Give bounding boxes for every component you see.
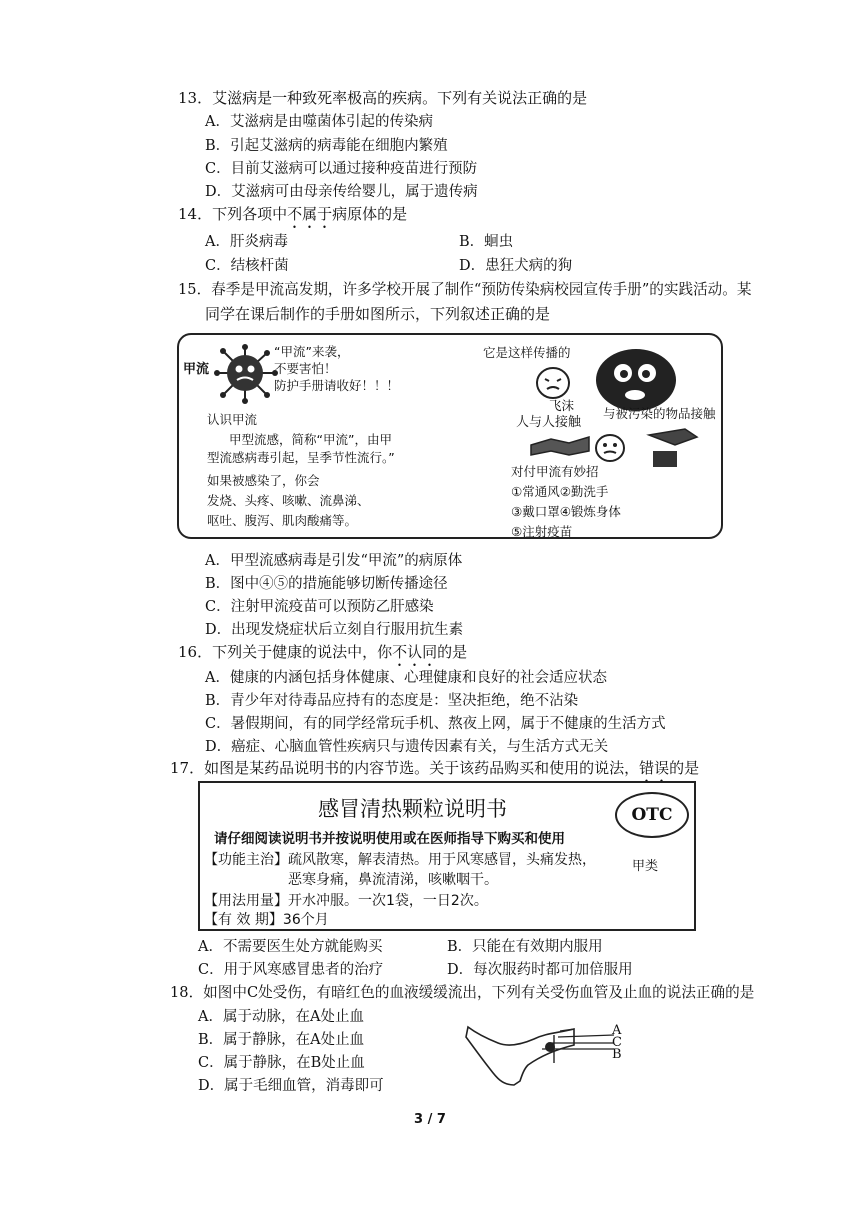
question-18-option-b: B．属于静脉，在A处止血 — [198, 1032, 365, 1048]
question-15-stem-line2: 同学在课后制作的手册如图所示，下列叙述正确的是 — [205, 305, 551, 323]
leg-wound-diagram — [462, 1015, 632, 1090]
slogan-line-2: 不要害怕！ — [274, 361, 337, 376]
sneeze-face-icon — [534, 365, 572, 401]
tips-line-1: ①常通风②勤洗手 — [511, 484, 609, 499]
question-14-option-c: C．结核杆菌 — [205, 258, 289, 274]
question-14-option-b: B．蛔虫 — [459, 234, 514, 250]
question-14-option-d: D．患狂犬病的狗 — [459, 258, 573, 274]
leaflet-function — [204, 849, 596, 869]
slogan-line-1: “甲流”来袭， — [274, 344, 350, 359]
worried-face-icon — [593, 347, 679, 413]
question-15-option-b: B．图中④⑤的措施能够切断传播途径 — [205, 576, 448, 592]
question-18-option-a: A．属于动脉，在A处止血 — [198, 1009, 364, 1025]
function-label: 【功能主治】 — [204, 852, 288, 868]
question-17-stem-prefix: 17．如图是某药品说明书的内容节选。关于该药品购买和使用的说法， — [170, 759, 640, 777]
question-18-option-d: D．属于毛细血管，消毒即可 — [198, 1078, 384, 1094]
medicine-leaflet-figure — [198, 781, 696, 931]
question-15-option-c: C．注射甲流疫苗可以预防乙肝感染 — [205, 599, 434, 615]
leaflet-warning: 请仔细阅读说明书并按说明使用或在医师指导下购买和使用 — [214, 831, 565, 847]
question-16-option-d: D．癌症、心脑血管性疾病只与遗传因素有关，与生活方式无关 — [205, 739, 609, 755]
symptoms-intro: 如果被感染了，你会 — [207, 473, 320, 488]
question-13-stem: 13．艾滋病是一种致死率极高的疾病。下列有关说法正确的是 — [178, 89, 588, 107]
question-13-option-c: C．目前艾滋病可以通过接种疫苗进行预防 — [205, 161, 478, 177]
question-16-option-a: A．健康的内涵包括身体健康、心理健康和良好的社会适应状态 — [205, 670, 607, 686]
tips-line-2: ③戴口罩④锻炼身体 — [511, 504, 621, 519]
question-15-option-d: D．出现发烧症状后立刻自行服用抗生素 — [205, 622, 464, 638]
question-14-stem-suffix: 病原体的是 — [332, 205, 408, 223]
small-face-icon — [593, 433, 627, 463]
question-18-stem: 18．如图中C处受伤，有暗红色的血液缓缓流出，下列有关受伤血管及止血的说法正确的是 — [170, 984, 755, 1001]
question-17-stem-suffix: 的是 — [669, 759, 700, 777]
usage-label: 【用法用量】 — [204, 893, 288, 909]
question-17-option-b: B．只能在有效期内服用 — [447, 939, 603, 955]
handshake-icon — [529, 429, 591, 459]
leg-label-c: C — [612, 1035, 622, 1050]
function-text-1: 疏风散寒，解表清热。用于风寒感冒，头痛发热， — [288, 852, 596, 868]
function-text-2: 恶寒身痛，鼻流清涕，咳嗽咽干。 — [288, 872, 498, 888]
question-15-option-a: A．甲型流感病毒是引发“甲流”的病原体 — [205, 553, 463, 569]
droplet-label: 飞沫 — [549, 398, 575, 413]
contaminated-object-icon — [645, 427, 701, 469]
know-flu-body-1: 甲型流感，简称“甲流”，由甲 — [229, 432, 392, 447]
question-13-option-b: B．引起艾滋病的病毒能在细胞内繁殖 — [205, 138, 448, 154]
leaflet-title: 感冒清热颗粒说明书 — [318, 797, 507, 821]
symptoms-line-2: 呕吐、腹泻、肌肉酸痛等。 — [207, 513, 358, 528]
otc-class-label: 甲类 — [632, 859, 659, 874]
leg-label-b: B — [612, 1047, 622, 1062]
tips-title: 对付甲流有妙招 — [511, 464, 599, 479]
question-16-stem-prefix: 16．下列关于健康的说法中，你 — [178, 643, 393, 661]
question-13-option-a: A．艾滋病是由噬菌体引起的传染病 — [205, 114, 433, 130]
validity-label: 【有 效 期】 — [204, 912, 283, 928]
flu-handbook-figure — [177, 333, 723, 539]
question-17-option-d: D．每次服药时都可加倍服用 — [447, 962, 633, 978]
otc-badge: OTC — [615, 792, 689, 838]
validity-text: 36个月 — [282, 912, 329, 928]
question-14-emphasis: 不属于 — [287, 205, 333, 223]
leaflet-usage — [204, 890, 488, 910]
virus-tag-label: 甲流 — [183, 362, 210, 377]
person-contact-label: 人与人接触 — [516, 415, 582, 430]
page-number: 3 / 7 — [414, 1112, 446, 1127]
question-14-stem-prefix: 14．下列各项中 — [178, 205, 288, 223]
leg-label-a: A — [612, 1023, 622, 1038]
question-16-option-b: B．青少年对待毒品应持有的态度是：坚决拒绝，绝不沾染 — [205, 693, 579, 709]
question-15-stem-line1: 15．春季是甲流高发期，许多学校开展了制作“预防传染病校园宣传手册”的实践活动。某 — [178, 281, 752, 298]
spread-title: 它是这样传播的 — [483, 345, 571, 360]
question-14-option-a: A．肝炎病毒 — [205, 234, 288, 250]
slogan-line-3: 防护手册请收好！！！ — [274, 378, 400, 393]
question-17-option-a: A．不需要医生处方就能购买 — [198, 939, 383, 955]
tips-line-3: ⑤注射疫苗 — [511, 524, 573, 539]
question-16-emphasis: 不认同 — [392, 643, 438, 661]
usage-text: 开水冲服。一次1袋，一日2次。 — [288, 893, 488, 909]
question-17-option-c: C．用于风寒感冒患者的治疗 — [198, 962, 384, 978]
question-16-stem-suffix: 的是 — [437, 643, 468, 661]
question-16-option-c: C．暑假期间，有的同学经常玩手机、熬夜上网，属于不健康的生活方式 — [205, 716, 666, 732]
question-14-stem — [178, 204, 407, 232]
leaflet-validity — [204, 909, 329, 929]
question-18-option-c: C．属于静脉，在B处止血 — [198, 1055, 365, 1071]
question-16-stem — [178, 642, 467, 670]
know-flu-title: 认识甲流 — [207, 412, 258, 427]
question-13-option-d: D．艾滋病可由母亲传给婴儿，属于遗传病 — [205, 184, 478, 200]
question-17-emphasis: 错误 — [639, 759, 670, 777]
know-flu-body-2: 型流感病毒引起，呈季节性流行。” — [207, 450, 395, 465]
object-contact-label: 与被污染的物品接触 — [603, 406, 716, 421]
symptoms-line-1: 发烧、头疼、咳嗽、流鼻涕、 — [207, 493, 370, 508]
